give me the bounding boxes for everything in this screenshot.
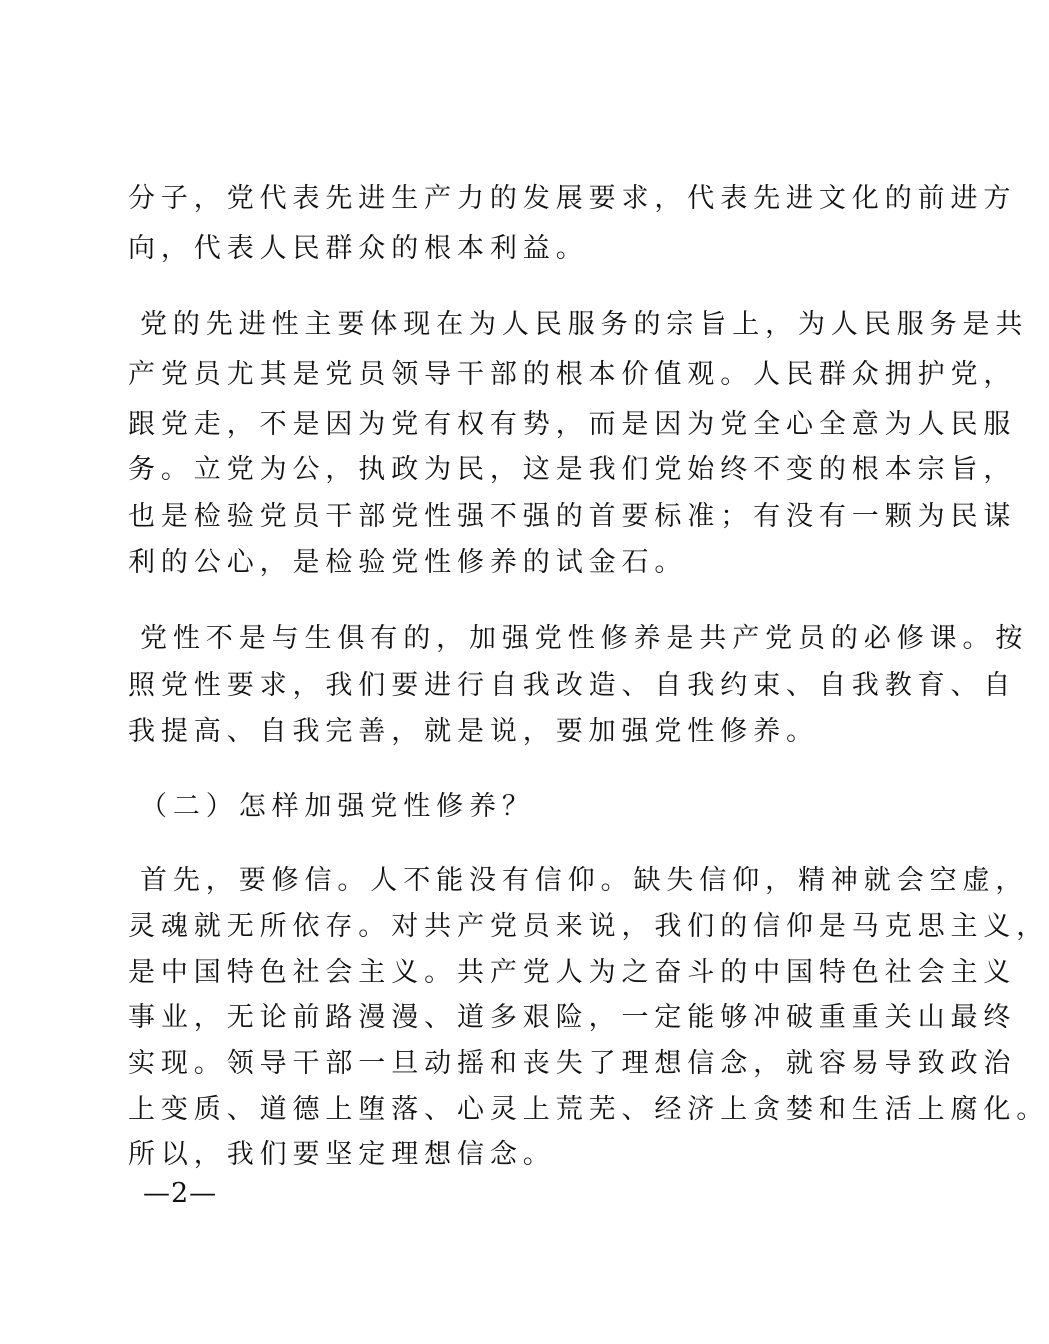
paragraph-5-line-1: 首先，要修信。人不能没有信仰。缺失信仰，精神就会空虚，	[140, 865, 1029, 896]
paragraph-1-line-1: 分子，党代表先进生产力的发展要求，代表先进文化的前进方	[128, 183, 1017, 214]
paragraph-5-line-7: 所以，我们要坚定理想信念。	[128, 1139, 556, 1170]
paragraph-5-line-4: 事业，无论前路漫漫、道多艰险，一定能够冲破重重关山最终	[128, 1002, 1017, 1033]
paragraph-2-line-6: 利的公心，是检验党性修养的试金石。	[128, 547, 688, 578]
paragraph-5-line-2: 灵魂就无所依存。对共产党员来说，我们的信仰是马克思主义，	[128, 911, 1049, 942]
paragraph-2-line-1: 党的先进性主要体现在为人民服务的宗旨上，为人民服务是共	[140, 309, 1029, 340]
paragraph-2-line-4: 务。立党为公，执政为民，这是我们党始终不变的根本宗旨，	[128, 454, 1017, 485]
paragraph-1-line-2: 向，代表人民群众的根本利益。	[128, 233, 589, 264]
section-heading: （二）怎样加强党性修养？	[140, 791, 535, 822]
page-number: —2—	[143, 1178, 218, 1209]
paragraph-5-line-6: 上变质、道德上堕落、心灵上荒芜、经济上贪婪和生活上腐化。	[128, 1094, 1049, 1125]
paragraph-3-line-2: 照党性要求，我们要进行自我改造、自我约束、自我教育、自	[128, 670, 1017, 701]
paragraph-3-line-1: 党性不是与生俱有的，加强党性修养是共产党员的必修课。按	[140, 623, 1029, 654]
paragraph-3-line-3: 我提高、自我完善，就是说，要加强党性修养。	[128, 716, 819, 747]
paragraph-2-line-2: 产党员尤其是党员领导干部的根本价值观。人民群众拥护党，	[128, 359, 1017, 390]
paragraph-5-line-3: 是中国特色社会主义。共产党人为之奋斗的中国特色社会主义	[128, 957, 1017, 988]
paragraph-2-line-3: 跟党走，不是因为党有权有势，而是因为党全心全意为人民服	[128, 409, 1017, 440]
paragraph-5-line-5: 实现。领导干部一旦动摇和丧失了理想信念，就容易导致政治	[128, 1048, 1017, 1079]
paragraph-2-line-5: 也是检验党员干部党性强不强的首要标准；有没有一颗为民谋	[128, 501, 1017, 532]
